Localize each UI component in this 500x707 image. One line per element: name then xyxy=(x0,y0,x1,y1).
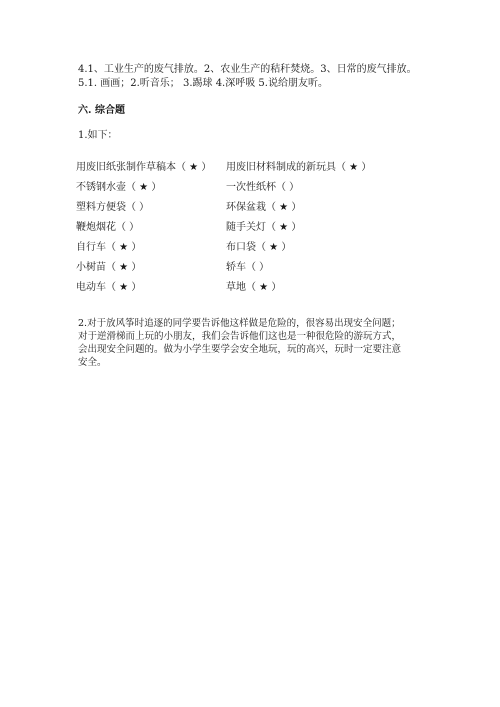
paragraph-line: 会出现安全问题的。做为小学生要学会安全地玩，玩的高兴，玩时一定要注意 xyxy=(78,344,402,355)
question-1-label: 1.如下： xyxy=(78,130,118,141)
list-item: 一次性纸杯（ ） xyxy=(226,182,300,193)
list-item: 小树苗（ ★ ） xyxy=(76,262,142,273)
answer-line-4: 4.1、工业生产的废气排放。2、农业生产的秸秆焚烧。3、日常的废气排放。 xyxy=(78,64,417,75)
list-item: 塑料方便袋（ ） xyxy=(76,202,150,213)
list-item: 用废旧材料制成的新玩具（ ★ ） xyxy=(226,162,372,173)
paragraph-line: 安全。 xyxy=(78,357,107,368)
list-item: 草地（ ★ ） xyxy=(226,282,282,293)
list-item: 不锈钢水壶（ ★ ） xyxy=(76,182,162,193)
list-item: 电动车（ ★ ） xyxy=(76,282,142,293)
list-item: 布口袋（ ★ ） xyxy=(226,242,292,253)
list-item: 随手关灯（ ★ ） xyxy=(226,222,302,233)
paragraph-line: 对于逆滑梯而上玩的小朋友，我们会告诉他们这也是一种很危险的游玩方式， xyxy=(78,331,402,342)
list-item: 轿车（ ） xyxy=(226,262,270,273)
list-item: 鞭炮烟花（ ） xyxy=(76,222,140,233)
list-item: 用废旧纸张制作草稿本（ ★ ） xyxy=(76,162,212,173)
section-title: 六. 综合题 xyxy=(78,105,125,116)
answer-line-5: 5.1. 画画；2.听音乐； 3.踢球 4.深呼吸 5.说给朋友听。 xyxy=(78,78,328,89)
list-item: 自行车（ ★ ） xyxy=(76,242,142,253)
question-2-paragraph xyxy=(78,317,428,369)
paragraph-line: 2.对于放风筝时追逐的同学要告诉他这样做是危险的，很容易出现安全问题； xyxy=(78,318,401,329)
list-item: 环保盆栽（ ★ ） xyxy=(226,202,302,213)
